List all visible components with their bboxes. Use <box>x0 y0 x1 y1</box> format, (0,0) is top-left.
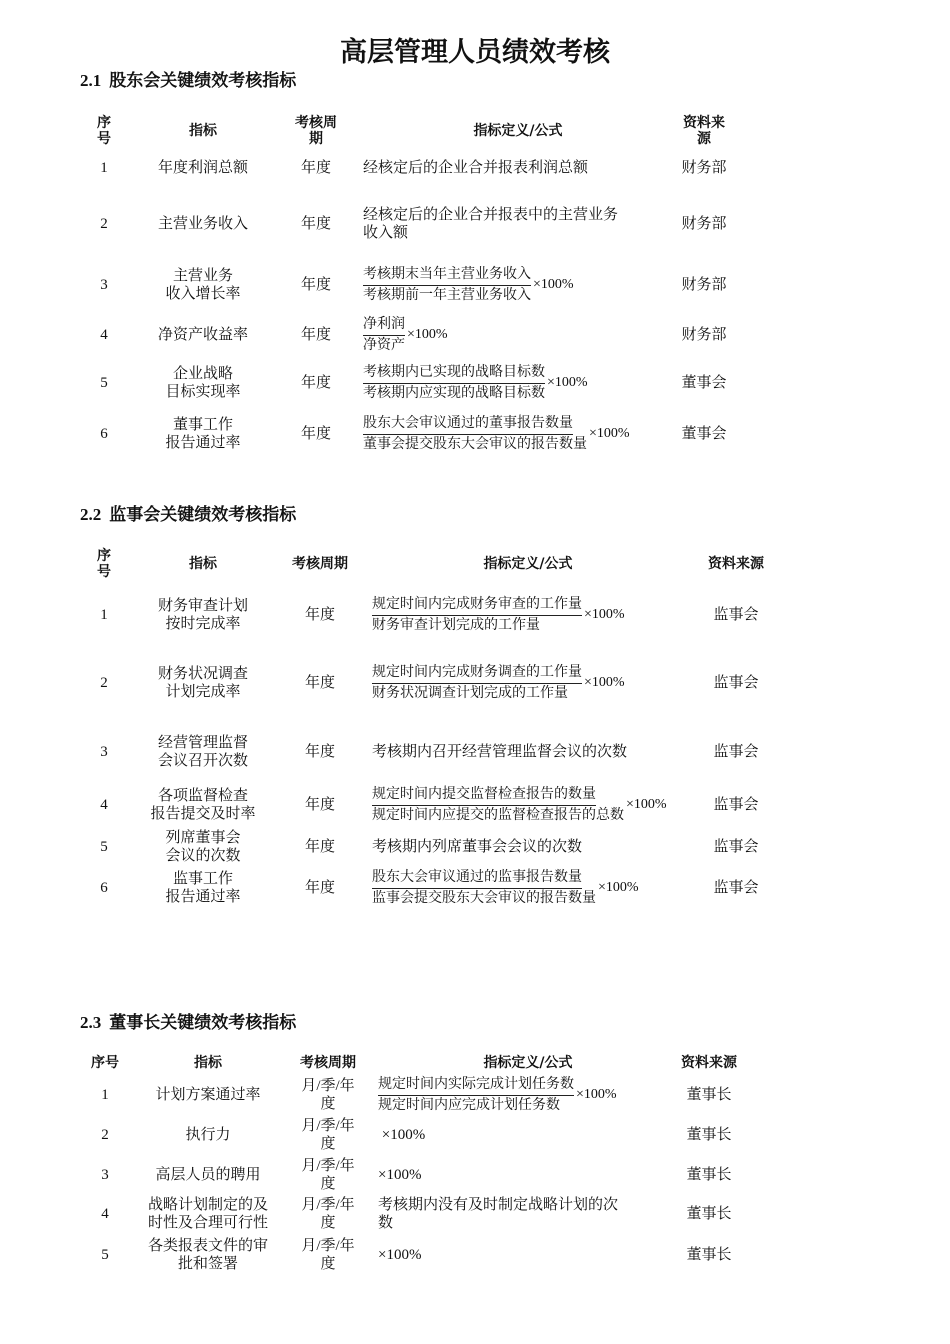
table-row <box>80 828 880 866</box>
formula <box>372 596 625 635</box>
metric-definition <box>372 592 684 638</box>
row-index: 1 <box>100 160 108 176</box>
row-index: 1 <box>101 1087 109 1103</box>
table-row <box>80 730 880 774</box>
formula-numerator: 考核期末当年主营业务收入 <box>363 266 531 286</box>
metric-name: 高层人员的聘用 <box>155 1167 261 1183</box>
data-source: 监事会 <box>713 880 759 896</box>
row-index: 6 <box>100 426 108 442</box>
assessment-period: 月/季/年 度 <box>301 1118 355 1152</box>
table-row <box>80 262 880 308</box>
fraction <box>378 1076 574 1115</box>
metric-definition <box>372 730 684 774</box>
column-header-period: 考核周 期 <box>295 115 337 147</box>
metric-name: 财务审查计划 按时完成率 <box>157 598 248 632</box>
formula <box>363 364 588 403</box>
row-index: 2 <box>100 216 108 232</box>
metric-definition <box>372 828 684 866</box>
formula <box>363 266 574 305</box>
column-header-source: 资料来 源 <box>683 115 725 147</box>
table-row <box>80 782 880 828</box>
data-source: 财务部 <box>681 216 727 232</box>
assessment-period: 年度 <box>304 607 335 623</box>
formula-denominator: 规定时间内应完成计划任务数 <box>378 1097 560 1113</box>
fraction <box>363 415 587 454</box>
metric-definition <box>378 1156 678 1194</box>
formula-numerator: 考核期内已实现的战略目标数 <box>363 364 545 384</box>
formula-multiplier: ×100% <box>626 797 667 812</box>
data-source: 监事会 <box>713 744 759 760</box>
row-index: 4 <box>100 327 108 343</box>
section-number: 2.1 <box>80 71 102 90</box>
assessment-period: 年度 <box>304 675 335 691</box>
formula-denominator: 财务审查计划完成的工作量 <box>372 617 540 633</box>
table-header-row <box>80 544 880 584</box>
metric-definition <box>363 362 673 404</box>
column-header-definition: 指标定义/公式 <box>483 556 573 572</box>
formula <box>372 664 625 703</box>
row-index: 1 <box>100 607 108 623</box>
assessment-period: 月/季/年 度 <box>301 1078 355 1112</box>
metric-name: 监事工作 报告通过率 <box>165 871 241 905</box>
fraction <box>363 316 405 355</box>
metric-definition <box>363 200 673 248</box>
fraction <box>363 364 545 403</box>
data-source: 监事会 <box>713 839 759 855</box>
metric-name: 执行力 <box>185 1127 231 1143</box>
section-title: 董事长关键绩效考核指标 <box>109 1013 297 1033</box>
formula-multiplier: ×100% <box>547 375 588 390</box>
assessment-period: 年度 <box>300 426 331 442</box>
formula <box>372 786 667 825</box>
assessment-period: 月/季/年 度 <box>301 1158 355 1192</box>
table-row <box>80 866 880 910</box>
data-source: 董事会 <box>681 426 727 442</box>
formula-multiplier: ×100% <box>598 880 639 895</box>
table-row <box>80 1194 880 1234</box>
column-header-index: 序号 <box>91 1055 119 1071</box>
metric-name: 年度利润总额 <box>157 160 248 176</box>
formula-numerator: 规定时间内完成财务调查的工作量 <box>372 664 582 684</box>
row-index: 2 <box>101 1127 109 1143</box>
assessment-period: 年度 <box>300 216 331 232</box>
row-index: 5 <box>100 375 108 391</box>
data-source: 监事会 <box>713 675 759 691</box>
table-row <box>80 1076 880 1114</box>
section-heading <box>80 66 296 91</box>
assessment-period: 月/季/年 度 <box>301 1197 355 1231</box>
column-header-metric: 指标 <box>189 123 217 139</box>
row-index: 5 <box>101 1247 109 1263</box>
table-row <box>80 200 880 248</box>
formula-numerator: 股东大会审议通过的董事报告数量 <box>363 415 573 435</box>
column-header-index: 序 号 <box>97 115 111 147</box>
table-row <box>80 412 880 456</box>
metric-name: 主营业务收入 <box>157 216 248 232</box>
table-header-row <box>80 110 880 152</box>
column-header-definition: 指标定义/公式 <box>483 1055 573 1071</box>
assessment-period: 年度 <box>304 744 335 760</box>
formula-multiplier: ×100% <box>533 277 574 292</box>
data-source: 董事长 <box>686 1087 732 1103</box>
data-source: 董事会 <box>681 375 727 391</box>
row-index: 4 <box>101 1206 109 1222</box>
fraction <box>372 596 582 635</box>
metric-definition <box>378 1236 678 1274</box>
column-header-index: 序 号 <box>97 548 111 580</box>
column-header-period: 考核周期 <box>292 556 348 572</box>
formula-denominator: 考核期内应实现的战略目标数 <box>363 385 545 401</box>
metric-definition <box>363 412 673 456</box>
definition-text: 考核期内没有及时制定战略计划的次 数 <box>378 1197 619 1231</box>
table-row <box>80 314 880 356</box>
column-header-metric: 指标 <box>189 556 217 572</box>
section-title: 股东会关键绩效考核指标 <box>109 71 297 91</box>
data-source: 监事会 <box>713 607 759 623</box>
metric-name: 各项监督检查 报告提交及时率 <box>150 788 256 822</box>
row-index: 3 <box>100 277 108 293</box>
definition-text: ×100% <box>378 1127 426 1143</box>
row-index: 4 <box>100 797 108 813</box>
metric-definition <box>363 150 673 186</box>
assessment-period: 年度 <box>300 160 331 176</box>
definition-text: 考核期内召开经营管理监督会议的次数 <box>372 744 628 760</box>
assessment-period: 年度 <box>300 327 331 343</box>
metric-name: 经营管理监督 会议召开次数 <box>157 735 248 769</box>
formula-multiplier: ×100% <box>576 1087 617 1102</box>
formula <box>378 1076 617 1115</box>
formula-multiplier: ×100% <box>589 426 630 441</box>
formula <box>372 869 639 908</box>
formula-numerator: 规定时间内提交监督检查报告的数量 <box>372 786 596 806</box>
table-header-row <box>80 1050 880 1076</box>
formula-numerator: 净利润 <box>363 316 405 336</box>
section-heading <box>80 500 296 525</box>
table-row <box>80 592 880 638</box>
metric-name: 列席董事会 会议的次数 <box>165 830 241 864</box>
table-row <box>80 150 880 186</box>
formula-numerator: 股东大会审议通过的监事报告数量 <box>372 869 582 889</box>
data-source: 董事长 <box>686 1206 732 1222</box>
assessment-period: 年度 <box>300 375 331 391</box>
data-source: 董事长 <box>686 1247 732 1263</box>
metric-name: 董事工作 报告通过率 <box>165 417 241 451</box>
column-header-definition: 指标定义/公式 <box>473 123 563 139</box>
metric-definition <box>372 782 684 828</box>
fraction <box>372 664 582 703</box>
definition-text: ×100% <box>378 1167 422 1183</box>
formula-multiplier: ×100% <box>584 607 625 622</box>
table-row <box>80 660 880 706</box>
assessment-period: 月/季/年 度 <box>301 1238 355 1272</box>
column-header-period: 考核周期 <box>300 1055 356 1071</box>
assessment-period: 年度 <box>304 880 335 896</box>
metric-name: 计划方案通过率 <box>155 1087 261 1103</box>
assessment-period: 年度 <box>304 839 335 855</box>
definition-text: 经核定后的企业合并报表中的主营业务 收入额 <box>363 207 619 241</box>
formula-denominator: 考核期前一年主营业务收入 <box>363 287 531 303</box>
metric-name: 主营业务 收入增长率 <box>165 268 241 302</box>
table-row <box>80 1116 880 1154</box>
formula-numerator: 规定时间内实际完成计划任务数 <box>378 1076 574 1096</box>
formula-denominator: 董事会提交股东大会审议的报告数量 <box>363 436 587 452</box>
column-header-source: 资料来源 <box>708 556 764 572</box>
formula-numerator: 规定时间内完成财务审查的工作量 <box>372 596 582 616</box>
metric-definition <box>372 660 684 706</box>
data-source: 监事会 <box>713 797 759 813</box>
formula-multiplier: ×100% <box>584 675 625 690</box>
data-source: 财务部 <box>681 160 727 176</box>
metric-definition <box>378 1194 678 1234</box>
definition-text: 经核定后的企业合并报表利润总额 <box>363 160 589 176</box>
metric-definition <box>363 314 673 356</box>
table-row <box>80 1236 880 1274</box>
metric-name: 企业战略 目标实现率 <box>165 366 241 400</box>
metric-name: 净资产收益率 <box>157 327 248 343</box>
formula-denominator: 财务状况调查计划完成的工作量 <box>372 685 568 701</box>
data-source: 财务部 <box>681 327 727 343</box>
row-index: 2 <box>100 675 108 691</box>
fraction <box>363 266 531 305</box>
metric-name: 财务状况调查 计划完成率 <box>157 666 248 700</box>
row-index: 3 <box>100 744 108 760</box>
formula-denominator: 规定时间内应提交的监督检查报告的总数 <box>372 807 624 823</box>
formula-multiplier: ×100% <box>407 327 448 342</box>
metric-name: 各类报表文件的审 批和签署 <box>147 1238 268 1272</box>
row-index: 6 <box>100 880 108 896</box>
row-index: 3 <box>101 1167 109 1183</box>
metric-name: 战略计划制定的及 时性及合理可行性 <box>147 1197 268 1231</box>
table-row <box>80 1156 880 1194</box>
column-header-metric: 指标 <box>194 1055 222 1071</box>
data-source: 董事长 <box>686 1167 732 1183</box>
formula-denominator: 监事会提交股东大会审议的报告数量 <box>372 890 596 906</box>
fraction <box>372 869 596 908</box>
data-source: 董事长 <box>686 1127 732 1143</box>
assessment-period: 年度 <box>304 797 335 813</box>
metric-definition <box>372 866 684 910</box>
row-index: 5 <box>100 839 108 855</box>
metric-definition <box>378 1076 678 1114</box>
section-number: 2.3 <box>80 1013 102 1032</box>
formula <box>363 316 448 355</box>
formula <box>363 415 630 454</box>
section-title: 监事会关键绩效考核指标 <box>109 505 297 525</box>
metric-definition <box>378 1116 678 1154</box>
definition-text: 考核期内列席董事会会议的次数 <box>372 839 583 855</box>
assessment-period: 年度 <box>300 277 331 293</box>
page-title: 高层管理人员绩效考核 <box>340 37 610 68</box>
formula-denominator: 净资产 <box>363 337 405 353</box>
column-header-source: 资料来源 <box>681 1055 737 1071</box>
metric-definition <box>363 262 673 308</box>
fraction <box>372 786 624 825</box>
section-number: 2.2 <box>80 505 102 524</box>
data-source: 财务部 <box>681 277 727 293</box>
table-row <box>80 362 880 404</box>
definition-text: ×100% <box>378 1247 422 1263</box>
section-heading <box>80 1008 296 1033</box>
